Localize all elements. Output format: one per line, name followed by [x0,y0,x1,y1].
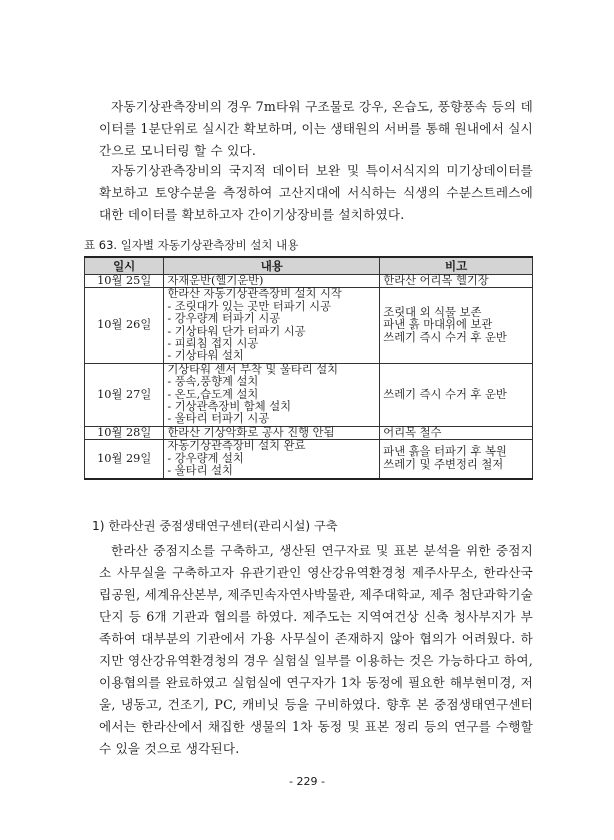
table-row [85,426,533,439]
cell-note-line: 어리목 철수 [383,425,442,439]
cell-content-line: 한라산 자동기상관측장비 설치 시작 [167,287,342,301]
cell-note-line: 쓰레기 즉시 수거 후 운반 [383,387,507,401]
cell-date: 10월 25일 [85,275,164,288]
cell-content-line: - 강우량계 터파기 시공 [167,312,281,326]
table-body [85,275,533,479]
cell-content [164,440,380,479]
header-note: 비고 [380,257,533,275]
paragraph-weather-station: 자동기상관측장비의 경우 7m타워 구조물로 강우, 온습도, 풍향풍속 등의 데이터를 1분단위로 실시간 확보하며, 이는 생태원의 서버를 통해 원내에서 실시간으로 모니터링 할 수 있다. [99,99,533,158]
cell-note [380,288,533,363]
table-header-row [85,257,533,275]
installation-table [84,256,533,480]
cell-note-line: 파낸 흙을 터파기 후 복원 [383,445,507,459]
cell-content-line: - 피뢰침 접지 시공 [167,337,259,351]
table-caption: 표 63. 일자별 자동기상관측장비 설치 내용 [84,238,299,252]
cell-note [380,275,533,288]
cell-note-line: 쓰레기 및 주변정리 철저 [383,457,504,471]
header-date: 일시 [85,257,164,275]
table-row [85,440,533,479]
cell-content-line: 자재운반(헬기운반) [167,274,264,287]
cell-content-line: - 울타리 터파기 시공 [167,412,270,426]
paragraph-simple-weather-station: 자동기상관측장비의 국지적 데이터 보완 및 특이서식지의 미기상데이터를 확보하고 토양수분을 측정하여 고산지대에 서식하는 식생의 수분스트레스에 대한 데이터를 확보하고자 간이기상장비를 설치하였다. [99,163,533,222]
cell-content-line: - 울타리 설치 [167,464,233,478]
cell-content [164,363,380,426]
cell-content-line: - 강우량계 설치 [167,451,244,465]
cell-content-line: - 온도,습도계 설치 [167,387,259,401]
cell-content-line: - 기상타워 설치 [167,349,244,363]
cell-date: 10월 28일 [85,426,164,439]
cell-content-line: - 기상관측장비 함체 설치 [167,400,292,414]
cell-note [380,440,533,479]
cell-note-line: 쓰레기 즉시 수거 후 운반 [383,330,507,344]
header-content: 내용 [164,257,380,275]
cell-content-line: 한라산 기상악화로 공사 진행 안됨 [167,425,335,439]
section-body: 한라산 중점지소를 구축하고, 생산된 연구자료 및 표본 분석을 위한 중점지소 사무실을 구축하고자 유관기관인 영산강유역환경청 제주사무소, 한라산국립공원, 세계유산본부, 제주민속자연사박물관, 제주대학교, 제주 첨단과학기술단지 등 6개 기관과 협의를 하였다. 제주도는 지역여건상 신축 청사부지가 부족하여 대부분의 기관에서 가용 사무실이 존재하지 않아 협의가 어려웠다. 하지만 영산강유역환경청의 경우 실험실 일부를 이용하는 것은 가능하다고 하여, 이용협의를 완료하였고 실험실에 연구자가 1차 동정에 필요한 해부현미경, 저울, 냉동고, 건조기, PC, 캐비닛 등을 구비하였다. 향후 본 중점생태연구센터에서는 한라산에서 채집한 생물의 1차 동정 및 표본 정리 등의 연구를 수행할 수 있을 것으로 생각된다. [99,543,533,756]
cell-content-line: - 기상타워 단가 터파기 시공 [167,324,306,338]
table-row [85,363,533,426]
cell-content-line: - 조릿대가 있는 곳만 터파기 시공 [167,299,331,313]
section-title: 1) 한라산권 중점생태연구센터(관리시설) 구축 [92,519,338,533]
cell-date: 10월 27일 [85,363,164,426]
cell-content [164,426,380,439]
cell-content [164,275,380,288]
cell-note-line: 한라산 어리목 헬기장 [383,274,489,287]
page-number: - 229 - [289,775,325,788]
cell-content-line: 자동기상관측장비 설치 완료 [167,439,306,453]
cell-content [164,288,380,363]
cell-note [380,426,533,439]
cell-note-line: 조릿대 외 식물 보존 [383,306,482,320]
cell-date: 10월 29일 [85,440,164,479]
table-row [85,288,533,363]
cell-content-line: 기상타워 센서 부착 및 울타리 설치 [167,362,339,376]
cell-note-line: 파낸 흙 마대위에 보관 [383,318,493,332]
cell-content-line: - 풍속,풍향계 설치 [167,375,259,389]
cell-note [380,363,533,426]
cell-date: 10월 26일 [85,288,164,363]
table-row [85,275,533,288]
